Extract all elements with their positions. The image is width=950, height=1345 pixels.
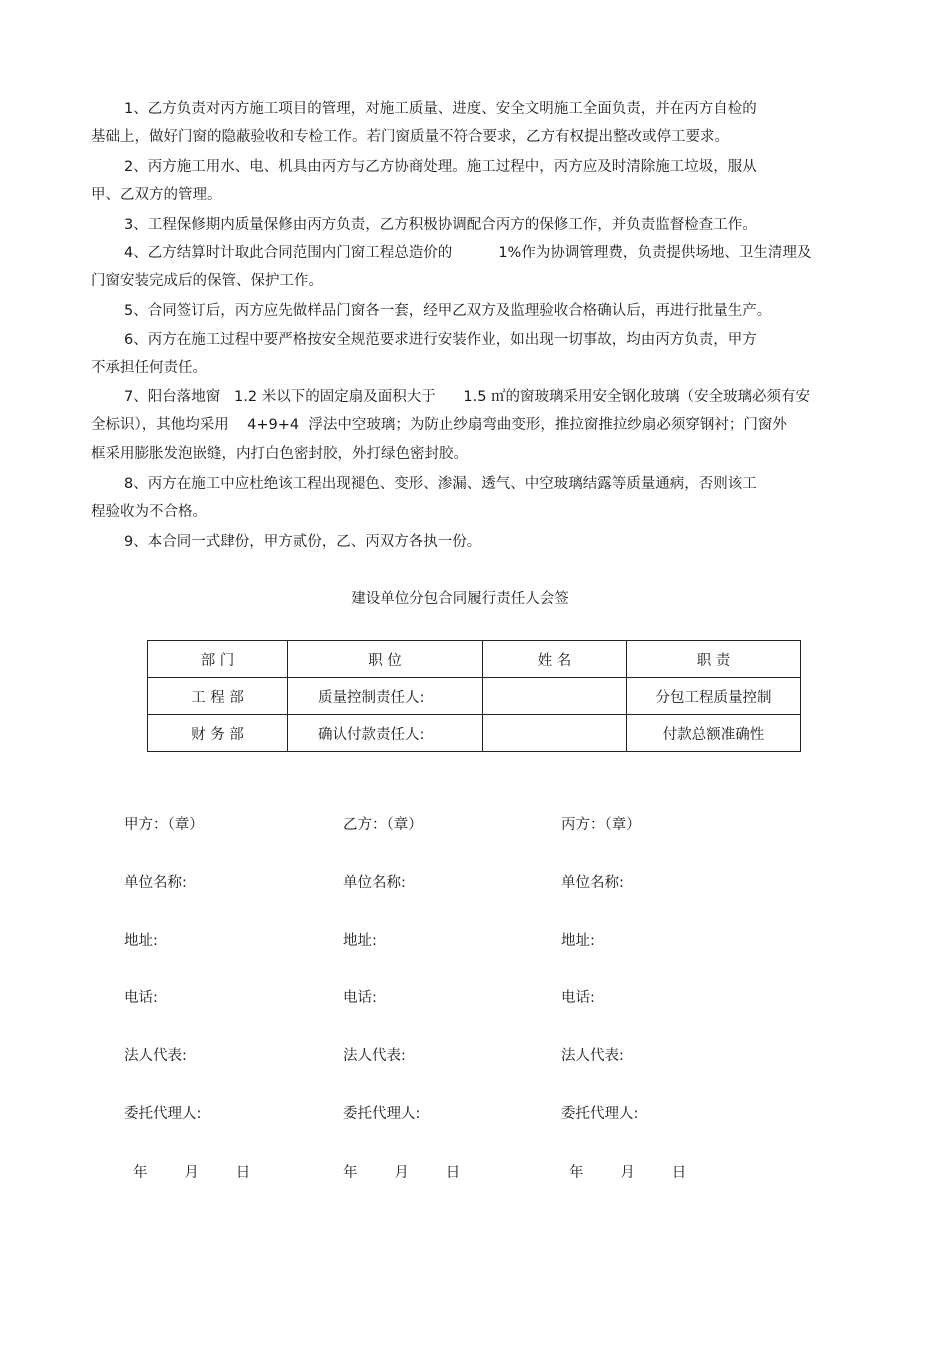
table-caption: 建设单位分包合同履行责任人会签 — [351, 591, 569, 607]
clause-7-line-1: 7、阳台落地窗 1.2 米以下的固定扇及面积大于 1.5 ㎡的窗玻璃采用安全钢化玻璃（安全玻璃必须有安 — [124, 389, 811, 405]
party-a-date: 年 月 日 — [133, 1165, 251, 1181]
row-name — [483, 715, 627, 752]
clause-6-line-1: 6、丙方在施工过程中要严格按安全规范要求进行安装作业，如出现一切事故，均由丙方负责，甲方 — [124, 332, 757, 348]
row-position: 确认付款责任人: — [288, 715, 483, 752]
header-position: 职 位 — [288, 641, 483, 678]
responsibility-table — [147, 640, 801, 752]
row-department: 工 程 部 — [148, 678, 288, 715]
header-department: 部 门 — [148, 641, 288, 678]
clause-2-line-2: 甲、乙双方的管理。 — [91, 187, 222, 203]
clause-5: 5、合同签订后，丙方应先做样品门窗各一套，经甲乙双方及监理验收合格确认后，再进行批量生产。 — [124, 303, 772, 319]
party-a-agent: 委托代理人: — [124, 1106, 202, 1122]
party-b-address: 地址: — [343, 933, 377, 949]
party-b-seal: 乙方：（章） — [343, 817, 423, 833]
party-b-unit: 单位名称: — [343, 875, 406, 891]
party-c-legal-rep: 法人代表: — [561, 1048, 624, 1064]
row-position: 质量控制责任人: — [288, 678, 483, 715]
clause-1-line-1: 1、乙方负责对丙方施工项目的管理，对施工质量、进度、安全文明施工全面负责，并在丙方自检的 — [124, 101, 757, 117]
clause-2-line-1: 2、丙方施工用水、电、机具由丙方与乙方协商处理。施工过程中，丙方应及时清除施工垃圾，服从 — [124, 159, 757, 175]
party-c-unit: 单位名称: — [561, 875, 624, 891]
table-header-row — [148, 641, 801, 678]
clause-1-line-2: 基础上，做好门窗的隐蔽验收和专检工作。若门窗质量不符合要求，乙方有权提出整改或停工要求。 — [91, 129, 729, 145]
header-duty: 职 责 — [627, 641, 801, 678]
party-b-date: 年 月 日 — [343, 1165, 461, 1181]
clause-7-line-3: 框采用膨胀发泡嵌缝，内打白色密封胶，外打绿色密封胶。 — [91, 446, 468, 462]
party-b-legal-rep: 法人代表: — [343, 1048, 406, 1064]
header-name: 姓 名 — [483, 641, 627, 678]
party-b-phone: 电话: — [343, 990, 377, 1006]
table-row — [148, 678, 801, 715]
clause-4-line-1: 4、乙方结算时计取此合同范围内门窗工程总造价的 1%作为协调管理费，负责提供场地、卫生清理及 — [124, 245, 812, 261]
party-a-phone: 电话: — [124, 990, 158, 1006]
party-a-address: 地址: — [124, 933, 158, 949]
clause-7-line-2: 全标识），其他均采用 4+9+4 浮法中空玻璃；为防止纱扇弯曲变形，推拉窗推拉纱扇必须穿钢衬；门窗外 — [91, 417, 787, 433]
party-b-agent: 委托代理人: — [343, 1106, 421, 1122]
clause-3: 3、工程保修期内质量保修由丙方负责，乙方积极协调配合丙方的保修工作，并负责监督检查工作。 — [124, 217, 757, 233]
clause-4-line-2: 门窗安装完成后的保管、保护工作。 — [91, 273, 323, 289]
row-duty: 付款总额准确性 — [627, 715, 801, 752]
row-department: 财 务 部 — [148, 715, 288, 752]
party-c-address: 地址: — [561, 933, 595, 949]
clause-8-line-2: 程验收为不合格。 — [91, 504, 207, 520]
party-c-date: 年 月 日 — [569, 1165, 687, 1181]
party-c-seal: 丙方：（章） — [561, 817, 641, 833]
table-row — [148, 715, 801, 752]
party-c-phone: 电话: — [561, 990, 595, 1006]
clause-9: 9、本合同一式肆份，甲方贰份，乙、丙双方各执一份。 — [124, 534, 482, 550]
party-a-legal-rep: 法人代表: — [124, 1048, 187, 1064]
clause-8-line-1: 8、丙方在施工中应杜绝该工程出现褪色、变形、渗漏、透气、中空玻璃结露等质量通病，否则该工 — [124, 476, 757, 492]
row-duty: 分包工程质量控制 — [627, 678, 801, 715]
party-a-seal: 甲方：（章） — [124, 817, 204, 833]
row-name — [483, 678, 627, 715]
party-a-unit: 单位名称: — [124, 875, 187, 891]
party-c-agent: 委托代理人: — [561, 1106, 639, 1122]
clause-6-line-2: 不承担任何责任。 — [91, 360, 207, 376]
